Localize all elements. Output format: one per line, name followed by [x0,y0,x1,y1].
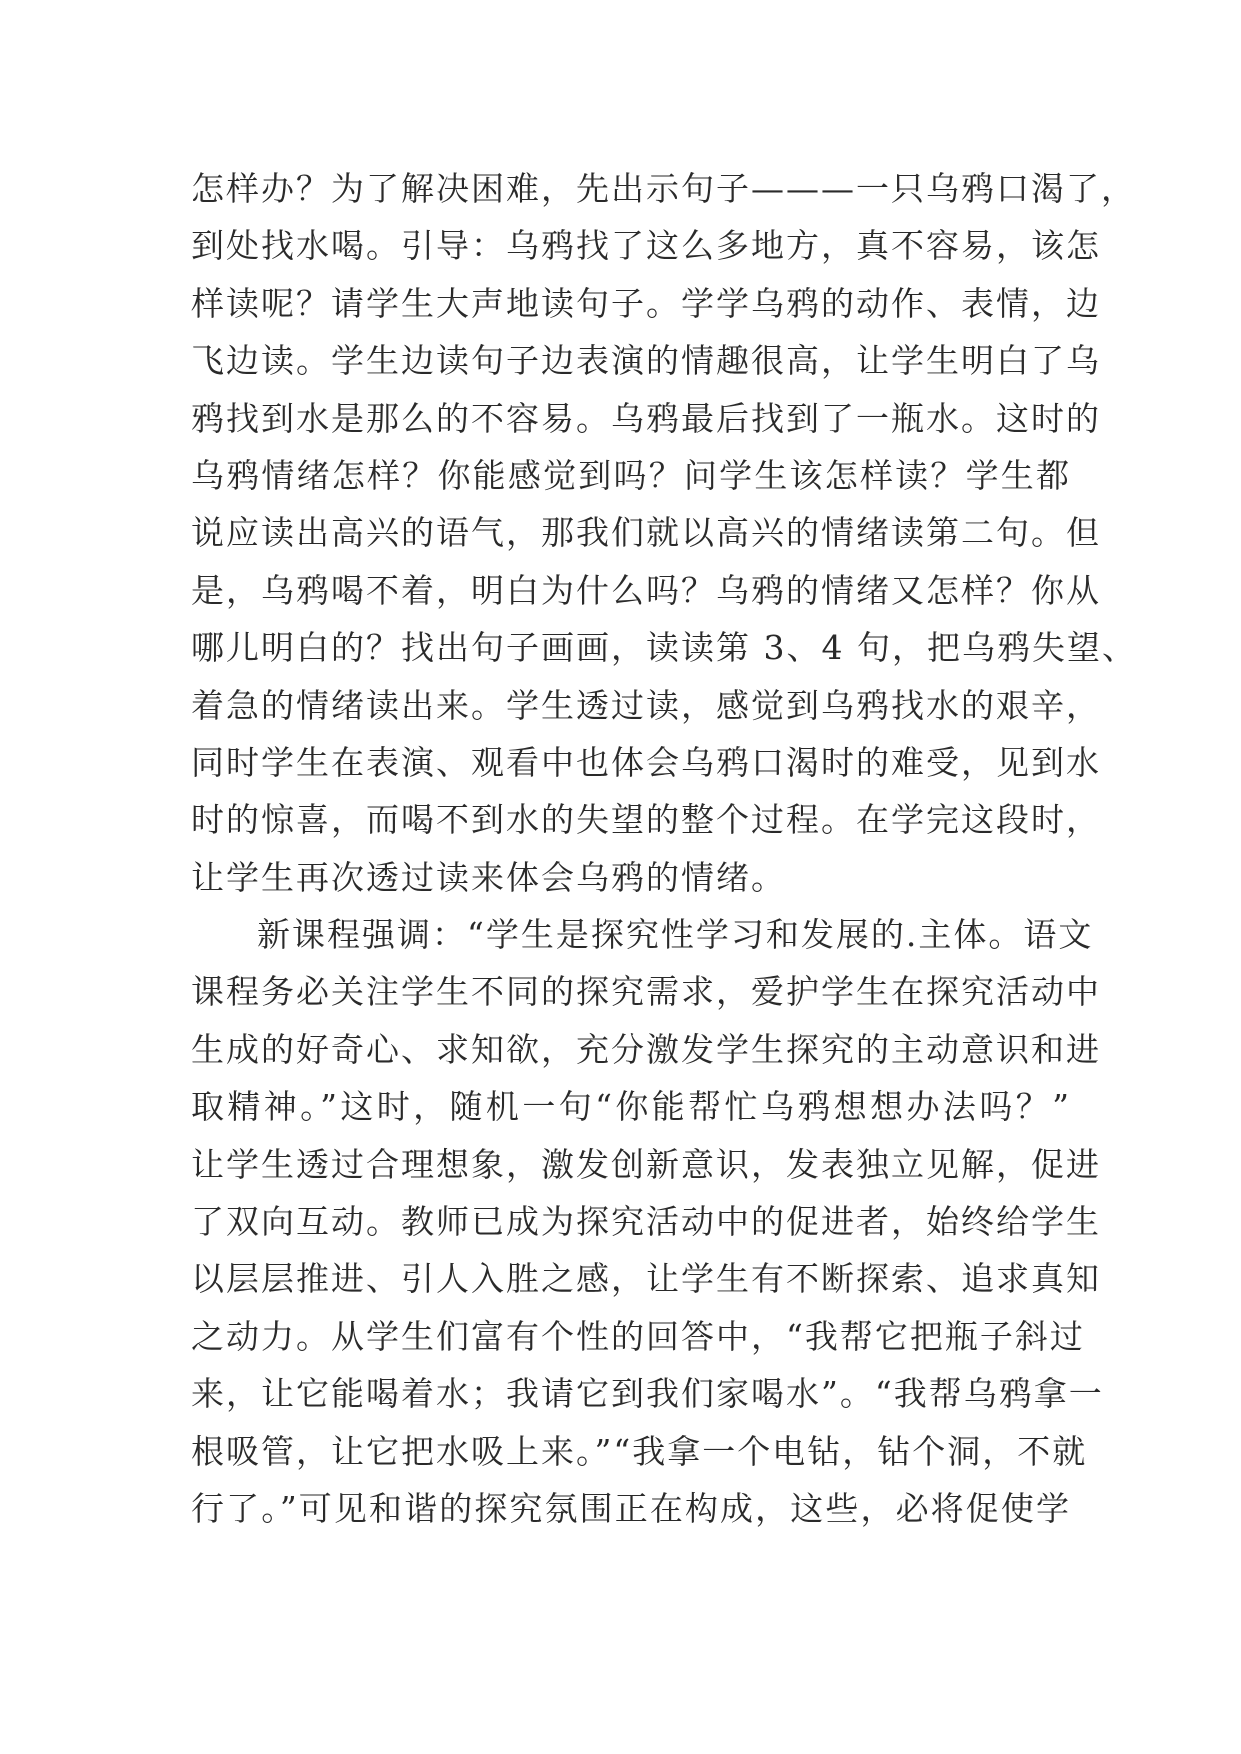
text-line: 之动力。从学生们富有个性的回答中，“我帮它把瓶子斜过 [191,1316,1085,1356]
text-line: 哪儿明白的？找出句子画画，读读第 3、4 句，把乌鸦失望、 [191,628,1137,668]
text-line: 到处找水喝。引导：乌鸦找了这么多地方，真不容易，该怎 [191,226,1101,266]
paragraph-2 [191,906,1104,1537]
text-line: 样读呢？请学生大声地读句子。学学乌鸦的动作、表情，边 [191,283,1101,323]
text-line: 以层层推进、引人入胜之感，让学生有不断探索、追求真知 [191,1259,1101,1299]
text-line: 着急的情绪读出来。学生透过读，感觉到乌鸦找水的艰辛， [191,685,1101,725]
text-line: 来，让它能喝着水；我请它到我们家喝水”。“我帮乌鸦拿一 [191,1374,1104,1414]
text-line: 让学生再次透过读来体会乌鸦的情绪。 [191,857,786,897]
text-line: 鸦找到水是那么的不容易。乌鸦最后找到了一瓶水。这时的 [191,398,1101,438]
text-line: 怎样办？为了解决困难，先出示句子———一只乌鸦口渴了， [191,169,1136,208]
text-line: 生成的好奇心、求知欲，充分激发学生探究的主动意识和进 [191,1029,1101,1069]
document-body [191,160,1137,1537]
text-line: 时的惊喜，而喝不到水的失望的整个过程。在学完这段时， [191,800,1101,840]
paragraph-1 [191,160,1137,906]
text-line: 乌鸦情绪怎样？你能感觉到吗？问学生该怎样读？学生都 [191,455,1071,495]
text-line: 让学生透过合理想象，激发创新意识，发表独立见解，促进 [191,1144,1101,1184]
text-line: 取精神。”这时，随机一句“你能帮忙乌鸦想想办法吗？” [191,1087,1071,1127]
text-line: 飞边读。学生边读句子边表演的情趣很高，让学生明白了乌 [191,341,1101,381]
text-line: 新课程强调：“学生是探究性学习和发展的.主体。语文 [257,915,1094,955]
text-line: 是，乌鸦喝不着，明白为什么吗？乌鸦的情绪又怎样？你从 [191,570,1101,610]
text-line: 根吸管，让它把水吸上来。”“我拿一个电钻，钻个洞，不就 [191,1431,1088,1471]
text-line: 同时学生在表演、观看中也体会乌鸦口渴时的难受，见到水 [191,742,1101,782]
text-line: 行了。”可见和谐的探究氛围正在构成，这些，必将促使学 [191,1488,1071,1528]
text-line: 说应读出高兴的语气，那我们就以高兴的情绪读第二句。但 [191,513,1101,553]
text-line: 课程务必关注学生不同的探究需求，爱护学生在探究活动中 [191,972,1101,1012]
text-line: 了双向互动。教师已成为探究活动中的促进者，始终给学生 [191,1202,1101,1242]
